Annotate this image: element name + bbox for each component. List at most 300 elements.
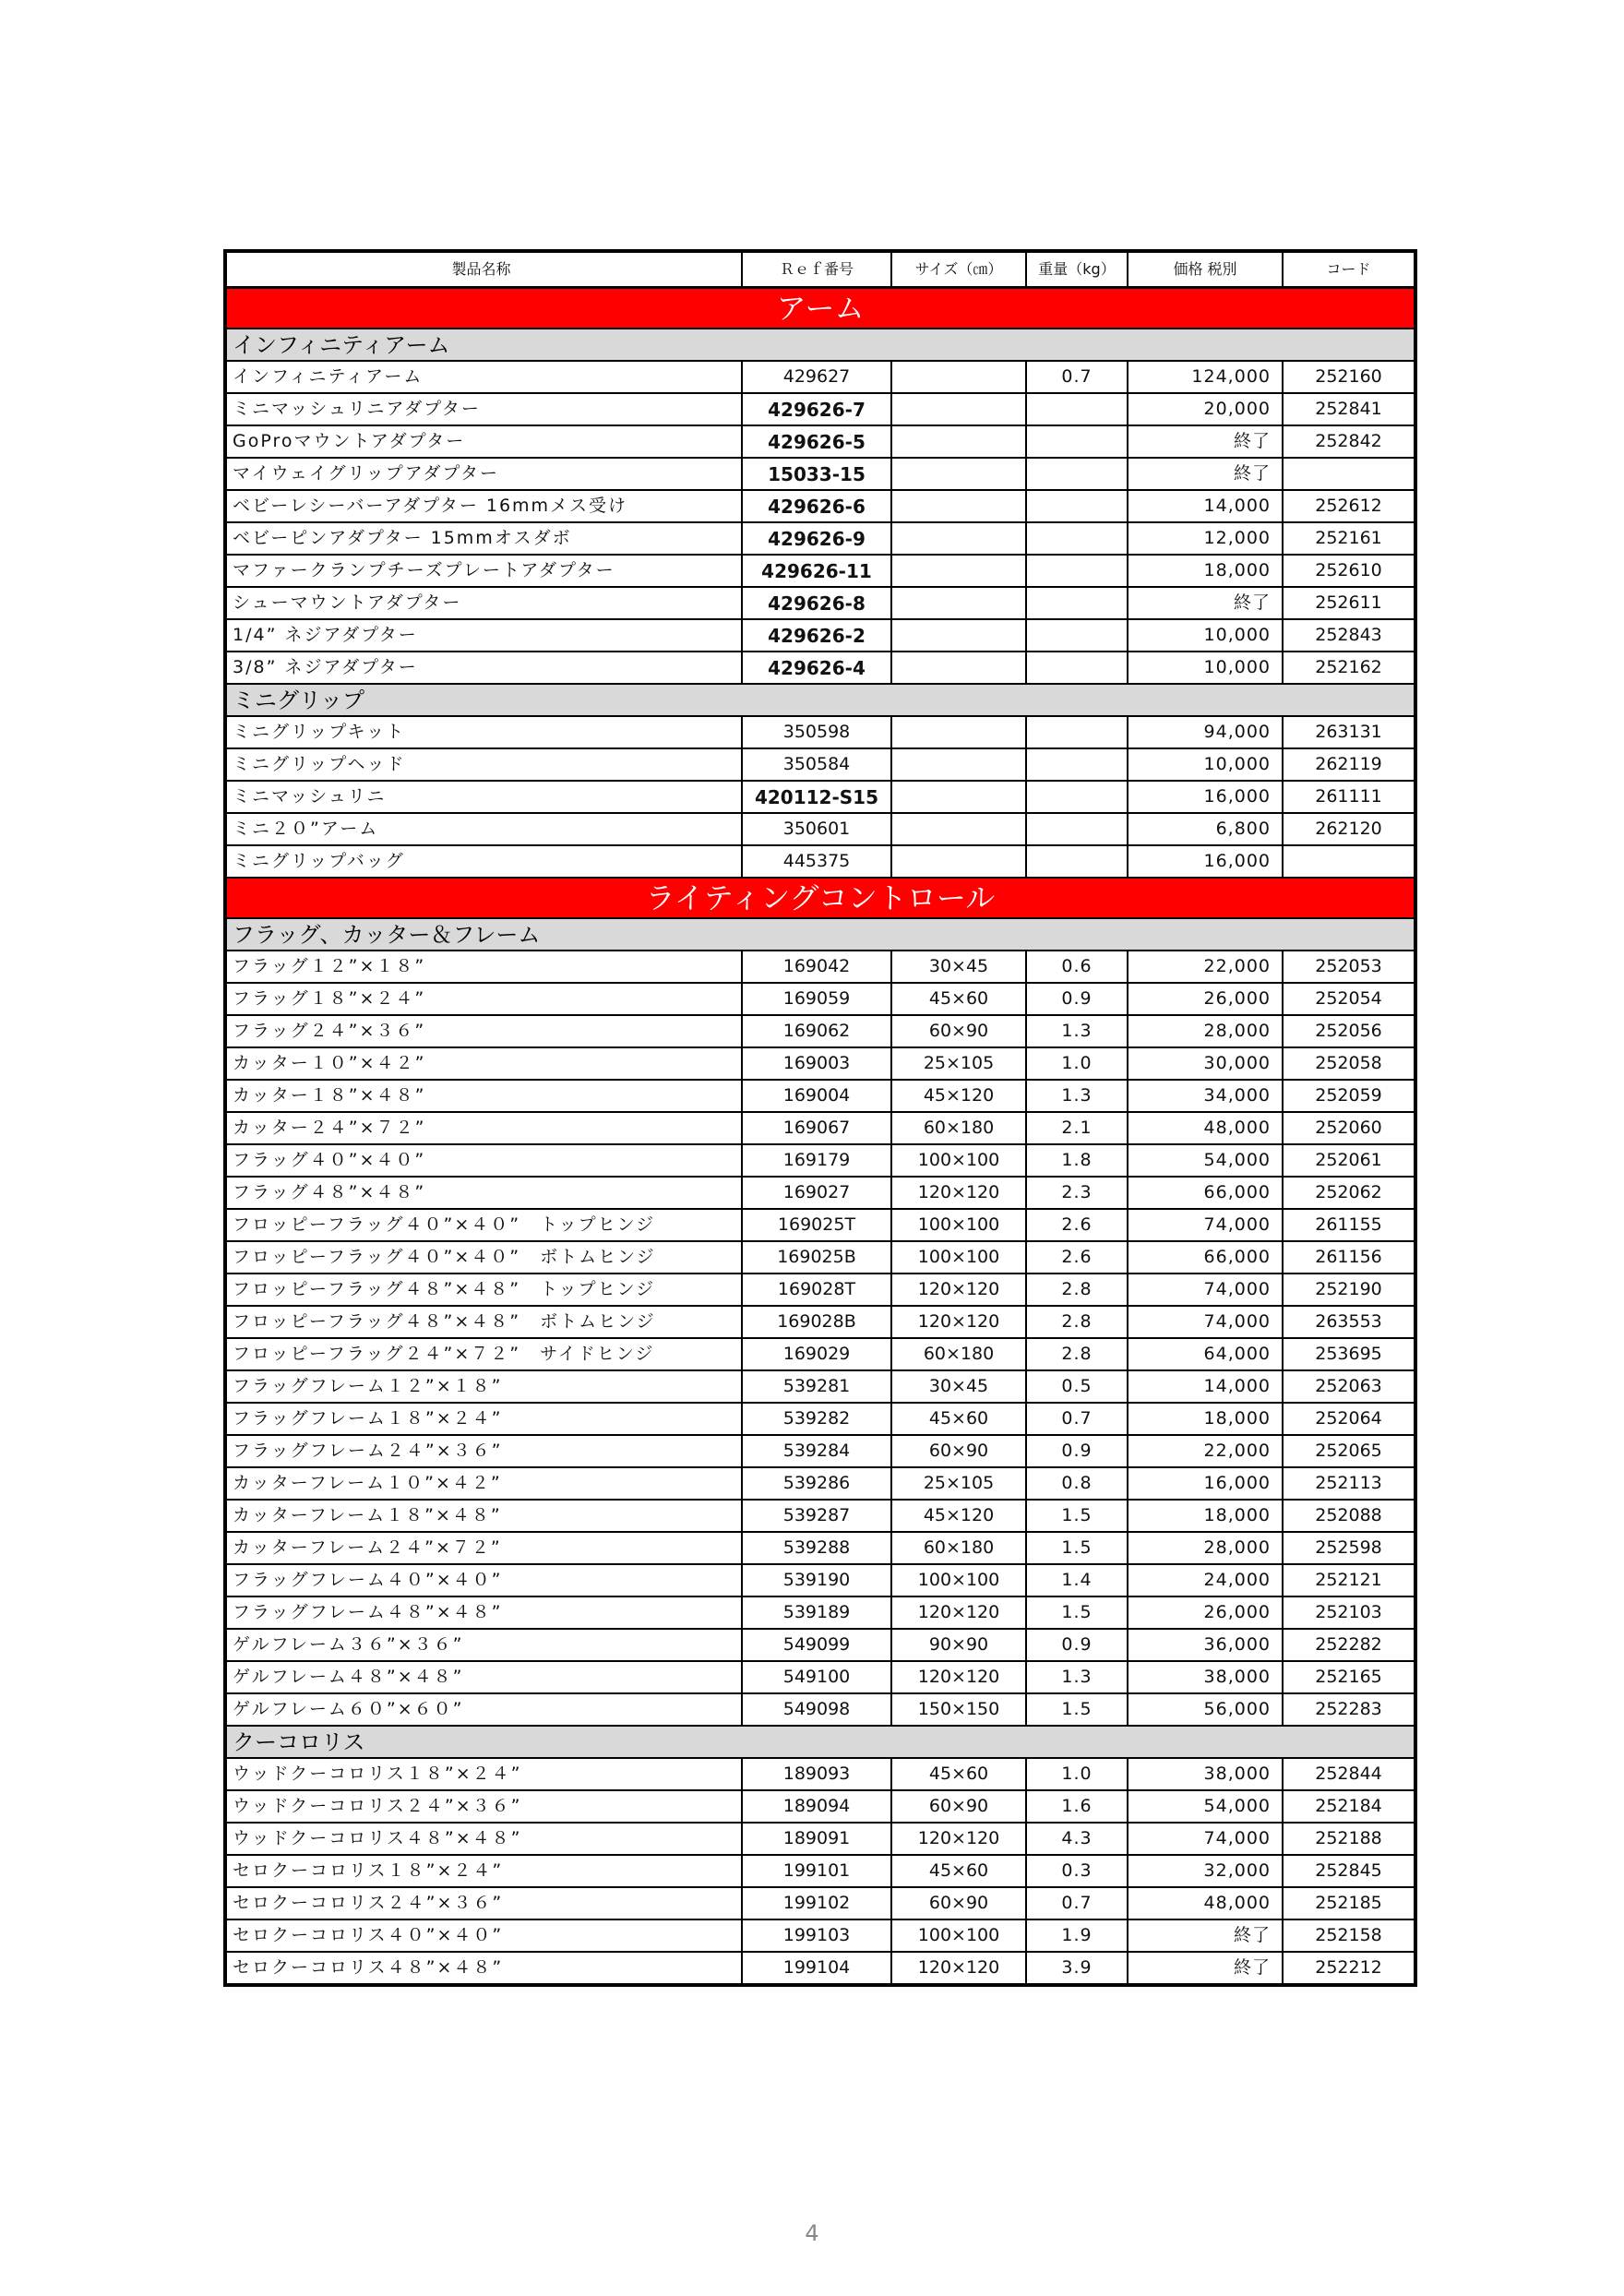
table-row <box>225 1403 1415 1435</box>
table-row <box>225 1887 1415 1919</box>
table-row <box>225 522 1415 555</box>
ref-number-cell: 169004 <box>742 1080 891 1112</box>
code-cell: 252845 <box>1283 1855 1415 1887</box>
size-cell: 120×120 <box>891 1823 1026 1855</box>
table-row <box>225 1823 1415 1855</box>
weight-cell: 1.5 <box>1026 1596 1128 1629</box>
weight-cell: 1.3 <box>1026 1661 1128 1693</box>
price-cell: 74,000 <box>1128 1209 1283 1241</box>
weight-cell <box>1026 748 1128 781</box>
ref-number-cell: 539282 <box>742 1403 891 1435</box>
code-cell: 252088 <box>1283 1500 1415 1532</box>
table-row <box>225 983 1415 1015</box>
ref-number-cell: 539281 <box>742 1370 891 1403</box>
weight-cell: 3.9 <box>1026 1952 1128 1985</box>
price-cell: 18,000 <box>1128 1403 1283 1435</box>
price-cell: 54,000 <box>1128 1144 1283 1177</box>
table-row <box>225 813 1415 845</box>
size-cell: 45×120 <box>891 1500 1026 1532</box>
price-cell: 18,000 <box>1128 1500 1283 1532</box>
ref-number-cell: 199103 <box>742 1919 891 1952</box>
ref-number-cell: 169062 <box>742 1015 891 1047</box>
weight-cell: 0.9 <box>1026 1629 1128 1661</box>
weight-cell <box>1026 425 1128 458</box>
weight-cell <box>1026 619 1128 652</box>
weight-cell: 1.3 <box>1026 1015 1128 1047</box>
code-cell: 252282 <box>1283 1629 1415 1661</box>
price-cell: 10,000 <box>1128 748 1283 781</box>
code-cell: 252158 <box>1283 1919 1415 1952</box>
product-name-cell: 3/8” ネジアダプター <box>225 652 742 684</box>
table-row <box>225 490 1415 522</box>
code-cell: 252103 <box>1283 1596 1415 1629</box>
size-cell <box>891 458 1026 490</box>
product-name-cell: フラッグフレーム１２”×１８” <box>225 1370 742 1403</box>
ref-number-cell: 539189 <box>742 1596 891 1629</box>
size-cell: 25×105 <box>891 1047 1026 1080</box>
size-cell: 25×105 <box>891 1467 1026 1500</box>
ref-number-cell: 169003 <box>742 1047 891 1080</box>
table-row <box>225 1435 1415 1467</box>
category-title: クーコロリス <box>225 1726 1415 1758</box>
ref-number-cell: 539287 <box>742 1500 891 1532</box>
weight-cell: 2.6 <box>1026 1241 1128 1274</box>
size-cell: 45×60 <box>891 1403 1026 1435</box>
weight-cell <box>1026 393 1128 425</box>
ref-number-cell: 429626-11 <box>742 555 891 587</box>
ref-number-cell: 429626-9 <box>742 522 891 555</box>
price-cell: 64,000 <box>1128 1338 1283 1370</box>
ref-number-cell: 169025T <box>742 1209 891 1241</box>
ref-number-cell: 420112-S15 <box>742 781 891 813</box>
ref-number-cell: 169029 <box>742 1338 891 1370</box>
table-row <box>225 1080 1415 1112</box>
price-cell: 14,000 <box>1128 490 1283 522</box>
product-name-cell: ミニグリップバッグ <box>225 845 742 878</box>
table-row <box>225 1144 1415 1177</box>
code-cell: 252061 <box>1283 1144 1415 1177</box>
price-cell: 終了 <box>1128 1919 1283 1952</box>
weight-cell: 1.0 <box>1026 1047 1128 1080</box>
table-row <box>225 1370 1415 1403</box>
product-name-cell: 1/4” ネジアダプター <box>225 619 742 652</box>
category-header-row <box>225 918 1415 951</box>
price-cell: 38,000 <box>1128 1661 1283 1693</box>
price-cell: 94,000 <box>1128 716 1283 748</box>
product-name-cell: マファークランプチーズプレートアダプター <box>225 555 742 587</box>
size-cell: 60×180 <box>891 1532 1026 1564</box>
header-price: 価格 税別 <box>1128 251 1283 288</box>
price-cell: 30,000 <box>1128 1047 1283 1080</box>
price-cell: 終了 <box>1128 458 1283 490</box>
price-cell: 20,000 <box>1128 393 1283 425</box>
table-row <box>225 1209 1415 1241</box>
size-cell: 60×90 <box>891 1887 1026 1919</box>
code-cell: 252162 <box>1283 652 1415 684</box>
product-name-cell: フラッグ４０”×４０” <box>225 1144 742 1177</box>
product-name-cell: ベビーピンアダプター 15mmオスダボ <box>225 522 742 555</box>
price-cell: 終了 <box>1128 587 1283 619</box>
header-weight: 重量（kg） <box>1026 251 1128 288</box>
category-header-row <box>225 329 1415 361</box>
product-name-cell: フロッピーフラッグ４８”×４８” ボトムヒンジ <box>225 1306 742 1338</box>
code-cell: 252841 <box>1283 393 1415 425</box>
price-cell: 54,000 <box>1128 1790 1283 1823</box>
price-list-table <box>223 249 1417 1987</box>
code-cell: 252060 <box>1283 1112 1415 1144</box>
table-row <box>225 1241 1415 1274</box>
product-name-cell: ゲルフレーム３６”×３６” <box>225 1629 742 1661</box>
ref-number-cell: 189094 <box>742 1790 891 1823</box>
code-cell: 263553 <box>1283 1306 1415 1338</box>
size-cell <box>891 361 1026 393</box>
product-name-cell: シューマウントアダプター <box>225 587 742 619</box>
code-cell: 252064 <box>1283 1403 1415 1435</box>
price-cell: 74,000 <box>1128 1274 1283 1306</box>
weight-cell: 4.3 <box>1026 1823 1128 1855</box>
size-cell: 100×100 <box>891 1241 1026 1274</box>
size-cell <box>891 425 1026 458</box>
code-cell: 262120 <box>1283 813 1415 845</box>
table-row <box>225 458 1415 490</box>
size-cell: 60×90 <box>891 1015 1026 1047</box>
size-cell <box>891 748 1026 781</box>
price-cell: 28,000 <box>1128 1532 1283 1564</box>
table-row <box>225 1629 1415 1661</box>
price-cell: 26,000 <box>1128 1596 1283 1629</box>
weight-cell: 1.0 <box>1026 1758 1128 1790</box>
price-cell: 18,000 <box>1128 555 1283 587</box>
header-size: サイズ（㎝） <box>891 251 1026 288</box>
size-cell: 120×120 <box>891 1661 1026 1693</box>
code-cell: 252842 <box>1283 425 1415 458</box>
ref-number-cell: 169042 <box>742 951 891 983</box>
table-row <box>225 1952 1415 1985</box>
price-cell: 16,000 <box>1128 781 1283 813</box>
table-row <box>225 1338 1415 1370</box>
table-row <box>225 1467 1415 1500</box>
ref-number-cell: 15033-15 <box>742 458 891 490</box>
ref-number-cell: 169028T <box>742 1274 891 1306</box>
page-number: 4 <box>805 2220 819 2246</box>
ref-number-cell: 199104 <box>742 1952 891 1985</box>
price-cell: 26,000 <box>1128 983 1283 1015</box>
product-name-cell: ベビーレシーバーアダプター 16mmメス受け <box>225 490 742 522</box>
size-cell: 100×100 <box>891 1144 1026 1177</box>
table-row <box>225 652 1415 684</box>
ref-number-cell: 189091 <box>742 1823 891 1855</box>
product-name-cell: カッターフレーム１８”×４８” <box>225 1500 742 1532</box>
table-row <box>225 1855 1415 1887</box>
product-name-cell: ウッドクーコロリス４８”×４８” <box>225 1823 742 1855</box>
table-row <box>225 1661 1415 1693</box>
table-row <box>225 555 1415 587</box>
code-cell: 252283 <box>1283 1693 1415 1726</box>
code-cell: 252188 <box>1283 1823 1415 1855</box>
price-cell: 終了 <box>1128 1952 1283 1985</box>
table-row <box>225 1790 1415 1823</box>
code-cell: 261111 <box>1283 781 1415 813</box>
weight-cell <box>1026 716 1128 748</box>
ref-number-cell: 549098 <box>742 1693 891 1726</box>
product-name-cell: ミニグリップキット <box>225 716 742 748</box>
ref-number-cell: 169025B <box>742 1241 891 1274</box>
size-cell: 100×100 <box>891 1564 1026 1596</box>
price-cell: 14,000 <box>1128 1370 1283 1403</box>
weight-cell: 0.7 <box>1026 361 1128 393</box>
weight-cell <box>1026 652 1128 684</box>
code-cell: 252056 <box>1283 1015 1415 1047</box>
price-cell: 48,000 <box>1128 1887 1283 1919</box>
section-header-row <box>225 878 1415 918</box>
size-cell: 45×120 <box>891 1080 1026 1112</box>
size-cell <box>891 522 1026 555</box>
ref-number-cell: 350584 <box>742 748 891 781</box>
price-cell: 28,000 <box>1128 1015 1283 1047</box>
table-row <box>225 1015 1415 1047</box>
size-cell: 90×90 <box>891 1629 1026 1661</box>
code-cell: 252058 <box>1283 1047 1415 1080</box>
ref-number-cell: 199101 <box>742 1855 891 1887</box>
price-cell: 22,000 <box>1128 951 1283 983</box>
code-cell: 252185 <box>1283 1887 1415 1919</box>
ref-number-cell: 169027 <box>742 1177 891 1209</box>
product-name-cell: フロッピーフラッグ４０”×４０” ボトムヒンジ <box>225 1241 742 1274</box>
table-row <box>225 781 1415 813</box>
table-row <box>225 1274 1415 1306</box>
section-title: アーム <box>225 288 1415 329</box>
price-cell: 56,000 <box>1128 1693 1283 1726</box>
table-row <box>225 1532 1415 1564</box>
section-title: ライティングコントロール <box>225 878 1415 918</box>
weight-cell <box>1026 490 1128 522</box>
table-row <box>225 1693 1415 1726</box>
size-cell <box>891 845 1026 878</box>
size-cell: 120×120 <box>891 1952 1026 1985</box>
section-header-row <box>225 288 1415 329</box>
table-row <box>225 587 1415 619</box>
ref-number-cell: 429626-8 <box>742 587 891 619</box>
product-name-cell: カッター１８”×４８” <box>225 1080 742 1112</box>
size-cell: 45×60 <box>891 1855 1026 1887</box>
ref-number-cell: 549100 <box>742 1661 891 1693</box>
ref-number-cell: 445375 <box>742 845 891 878</box>
ref-number-cell: 189093 <box>742 1758 891 1790</box>
product-name-cell: セロクーコロリス４０”×４０” <box>225 1919 742 1952</box>
size-cell: 60×90 <box>891 1790 1026 1823</box>
table-row <box>225 361 1415 393</box>
product-name-cell: フロッピーフラッグ４８”×４８” トップヒンジ <box>225 1274 742 1306</box>
product-name-cell: ゲルフレーム４８”×４８” <box>225 1661 742 1693</box>
product-name-cell: フラッグフレーム２４”×３６” <box>225 1435 742 1467</box>
code-cell: 252844 <box>1283 1758 1415 1790</box>
price-cell: 32,000 <box>1128 1855 1283 1887</box>
ref-number-cell: 539286 <box>742 1467 891 1500</box>
size-cell <box>891 619 1026 652</box>
ref-number-cell: 549099 <box>742 1629 891 1661</box>
size-cell: 60×180 <box>891 1338 1026 1370</box>
product-name-cell: セロクーコロリス１８”×２４” <box>225 1855 742 1887</box>
size-cell <box>891 716 1026 748</box>
ref-number-cell: 350601 <box>742 813 891 845</box>
product-name-cell: セロクーコロリス２４”×３６” <box>225 1887 742 1919</box>
size-cell: 60×90 <box>891 1435 1026 1467</box>
product-name-cell: フラッグフレーム４０”×４０” <box>225 1564 742 1596</box>
price-cell: 6,800 <box>1128 813 1283 845</box>
product-name-cell: ミニマッシュリニ <box>225 781 742 813</box>
price-cell: 38,000 <box>1128 1758 1283 1790</box>
header-row <box>225 251 1415 288</box>
product-name-cell: GoProマウントアダプター <box>225 425 742 458</box>
code-cell: 252212 <box>1283 1952 1415 1985</box>
table-row <box>225 619 1415 652</box>
ref-number-cell: 429626-7 <box>742 393 891 425</box>
category-header-row <box>225 684 1415 716</box>
table-row <box>225 1500 1415 1532</box>
product-name-cell: ミニ２０”アーム <box>225 813 742 845</box>
size-cell <box>891 781 1026 813</box>
weight-cell: 0.9 <box>1026 1435 1128 1467</box>
table-row <box>225 425 1415 458</box>
weight-cell: 0.7 <box>1026 1887 1128 1919</box>
weight-cell: 1.4 <box>1026 1564 1128 1596</box>
size-cell: 120×120 <box>891 1596 1026 1629</box>
size-cell <box>891 555 1026 587</box>
code-cell: 261155 <box>1283 1209 1415 1241</box>
size-cell: 30×45 <box>891 1370 1026 1403</box>
product-name-cell: フロッピーフラッグ２４”×７２” サイドヒンジ <box>225 1338 742 1370</box>
price-cell: 24,000 <box>1128 1564 1283 1596</box>
header-name: 製品名称 <box>225 251 742 288</box>
size-cell <box>891 490 1026 522</box>
size-cell: 100×100 <box>891 1919 1026 1952</box>
code-cell <box>1283 458 1415 490</box>
product-name-cell: フラッグ４８”×４８” <box>225 1177 742 1209</box>
price-cell: 36,000 <box>1128 1629 1283 1661</box>
category-title: フラッグ、カッター＆フレーム <box>225 918 1415 951</box>
weight-cell: 1.5 <box>1026 1500 1128 1532</box>
price-cell: 10,000 <box>1128 619 1283 652</box>
code-cell: 252165 <box>1283 1661 1415 1693</box>
weight-cell: 2.8 <box>1026 1274 1128 1306</box>
code-cell: 252053 <box>1283 951 1415 983</box>
ref-number-cell: 429627 <box>742 361 891 393</box>
ref-number-cell: 199102 <box>742 1887 891 1919</box>
ref-number-cell: 429626-2 <box>742 619 891 652</box>
table-row <box>225 1112 1415 1144</box>
ref-number-cell: 539284 <box>742 1435 891 1467</box>
price-cell: 10,000 <box>1128 652 1283 684</box>
size-cell: 45×60 <box>891 983 1026 1015</box>
price-cell: 74,000 <box>1128 1306 1283 1338</box>
weight-cell <box>1026 813 1128 845</box>
table-row <box>225 1758 1415 1790</box>
table-row <box>225 951 1415 983</box>
weight-cell <box>1026 587 1128 619</box>
weight-cell: 0.3 <box>1026 1855 1128 1887</box>
code-cell: 252611 <box>1283 587 1415 619</box>
weight-cell: 2.8 <box>1026 1306 1128 1338</box>
code-cell: 252598 <box>1283 1532 1415 1564</box>
code-cell: 252160 <box>1283 361 1415 393</box>
code-cell: 262119 <box>1283 748 1415 781</box>
price-cell: 16,000 <box>1128 1467 1283 1500</box>
product-name-cell: フロッピーフラッグ４０”×４０” トップヒンジ <box>225 1209 742 1241</box>
size-cell <box>891 652 1026 684</box>
product-name-cell: カッターフレーム２４”×７２” <box>225 1532 742 1564</box>
product-name-cell: インフィニティアーム <box>225 361 742 393</box>
weight-cell: 2.8 <box>1026 1338 1128 1370</box>
ref-number-cell: 169179 <box>742 1144 891 1177</box>
code-cell: 253695 <box>1283 1338 1415 1370</box>
weight-cell: 0.6 <box>1026 951 1128 983</box>
ref-number-cell: 429626-6 <box>742 490 891 522</box>
weight-cell: 0.9 <box>1026 983 1128 1015</box>
product-name-cell: ウッドクーコロリス２４”×３６” <box>225 1790 742 1823</box>
product-name-cell: ミニグリップヘッド <box>225 748 742 781</box>
code-cell: 252121 <box>1283 1564 1415 1596</box>
price-cell: 12,000 <box>1128 522 1283 555</box>
ref-number-cell: 169067 <box>742 1112 891 1144</box>
product-name-cell: フラッグ１２”×１８” <box>225 951 742 983</box>
price-list-body <box>225 251 1415 1985</box>
table-row <box>225 1919 1415 1952</box>
code-cell: 252054 <box>1283 983 1415 1015</box>
code-cell: 252843 <box>1283 619 1415 652</box>
product-name-cell: マイウェイグリップアダプター <box>225 458 742 490</box>
table-row <box>225 748 1415 781</box>
weight-cell <box>1026 781 1128 813</box>
weight-cell: 1.9 <box>1026 1919 1128 1952</box>
size-cell: 120×120 <box>891 1177 1026 1209</box>
price-cell: 74,000 <box>1128 1823 1283 1855</box>
header-ref: Ｒｅｆ番号 <box>742 251 891 288</box>
weight-cell: 2.3 <box>1026 1177 1128 1209</box>
weight-cell: 1.5 <box>1026 1693 1128 1726</box>
product-name-cell: フラッグ１８”×２４” <box>225 983 742 1015</box>
weight-cell: 0.8 <box>1026 1467 1128 1500</box>
weight-cell <box>1026 555 1128 587</box>
code-cell: 252113 <box>1283 1467 1415 1500</box>
code-cell: 252065 <box>1283 1435 1415 1467</box>
table-row <box>225 716 1415 748</box>
code-cell: 252612 <box>1283 490 1415 522</box>
ref-number-cell: 539190 <box>742 1564 891 1596</box>
table-row <box>225 1596 1415 1629</box>
size-cell: 30×45 <box>891 951 1026 983</box>
code-cell: 252190 <box>1283 1274 1415 1306</box>
category-title: インフィニティアーム <box>225 329 1415 361</box>
ref-number-cell: 169028B <box>742 1306 891 1338</box>
ref-number-cell: 350598 <box>742 716 891 748</box>
price-cell: 34,000 <box>1128 1080 1283 1112</box>
ref-number-cell: 539288 <box>742 1532 891 1564</box>
table-row <box>225 1306 1415 1338</box>
product-name-cell: ウッドクーコロリス１８”×２４” <box>225 1758 742 1790</box>
price-cell: 66,000 <box>1128 1241 1283 1274</box>
code-cell: 252059 <box>1283 1080 1415 1112</box>
category-title: ミニグリップ <box>225 684 1415 716</box>
product-name-cell: カッター２４”×７２” <box>225 1112 742 1144</box>
weight-cell: 2.1 <box>1026 1112 1128 1144</box>
table-row <box>225 393 1415 425</box>
table-row <box>225 1047 1415 1080</box>
code-cell: 263131 <box>1283 716 1415 748</box>
size-cell: 45×60 <box>891 1758 1026 1790</box>
code-cell: 261156 <box>1283 1241 1415 1274</box>
code-cell <box>1283 845 1415 878</box>
size-cell <box>891 587 1026 619</box>
